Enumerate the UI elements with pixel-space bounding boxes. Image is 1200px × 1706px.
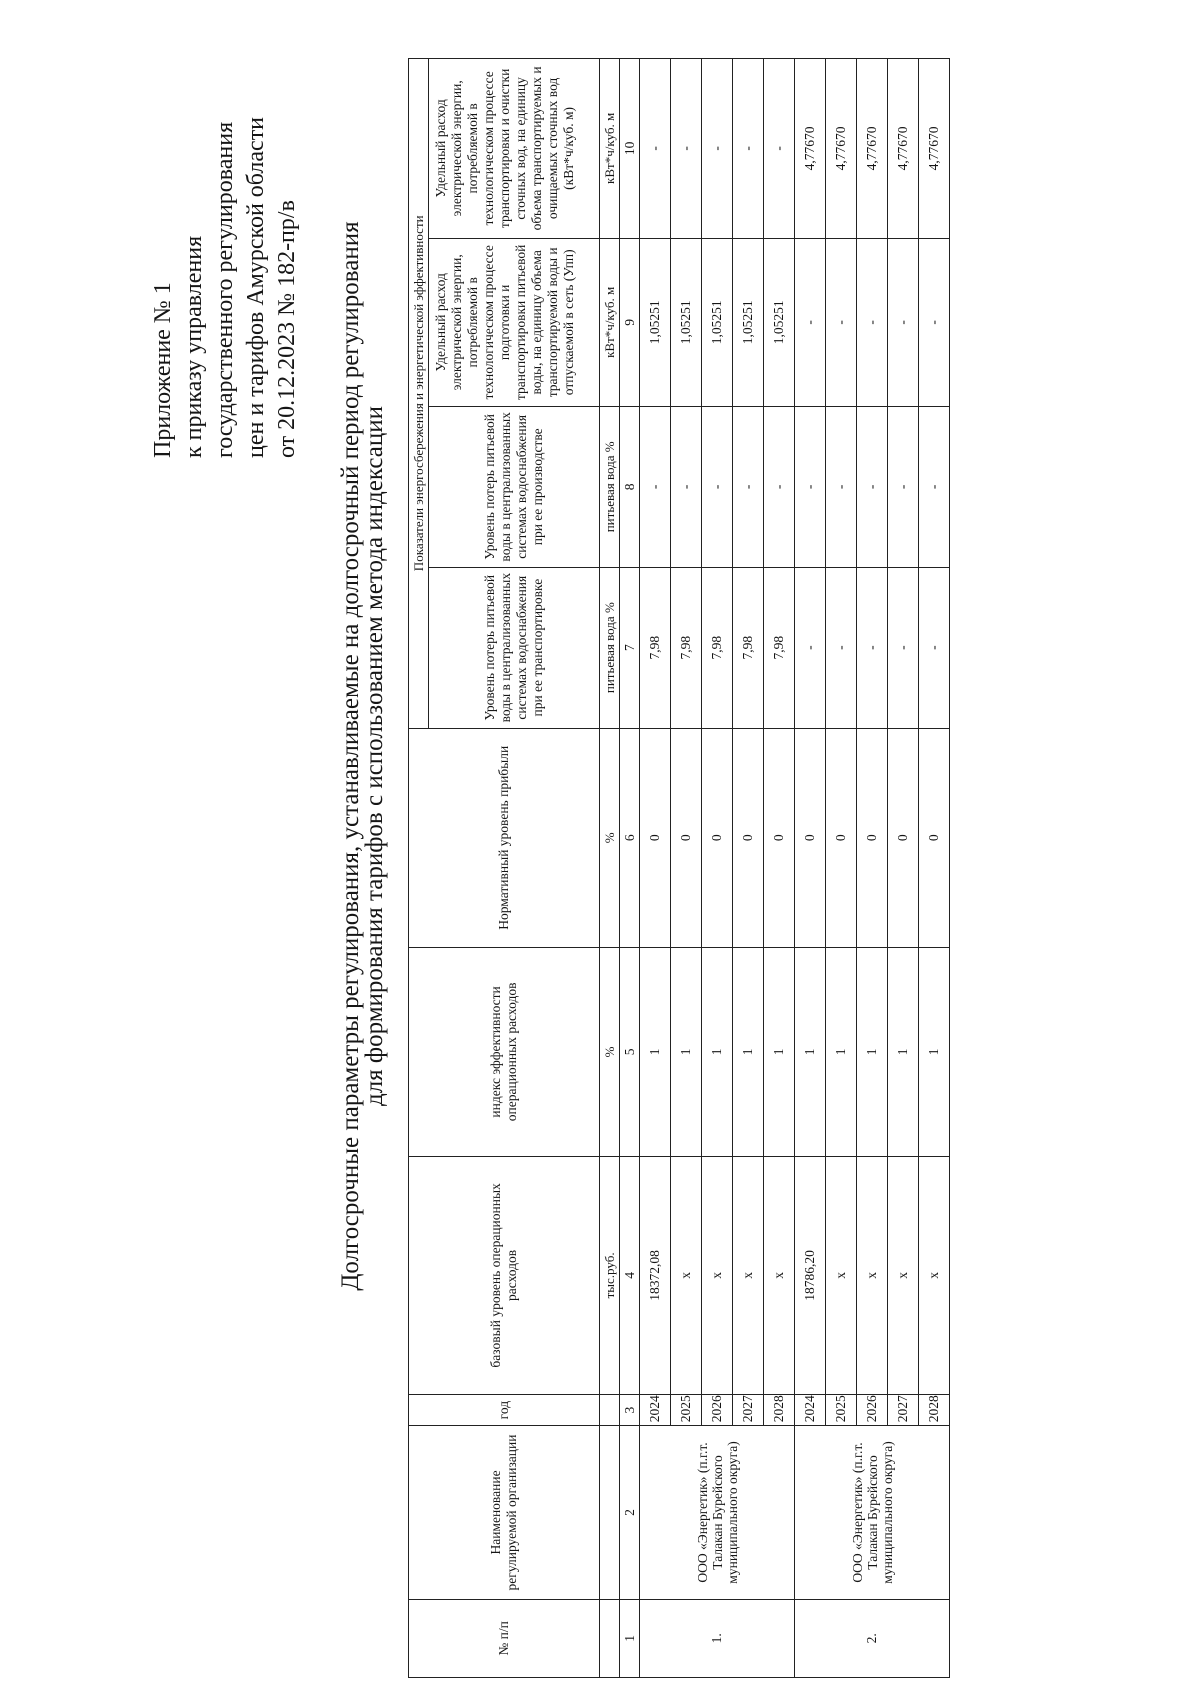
- cell-loss-production: -: [671, 406, 702, 567]
- cell-loss-production: -: [764, 406, 795, 567]
- cell-energy-water: 1,05251: [702, 238, 733, 406]
- unit-cell: [600, 1426, 620, 1599]
- cell-energy-sewage: -: [671, 59, 702, 239]
- cell-efficiency-index: 1: [919, 947, 950, 1156]
- unit-energy-sewage: кВт*ч/куб. м: [600, 59, 620, 239]
- cell-energy-sewage: 4,77670: [888, 59, 919, 239]
- cell-base-opex: х: [671, 1156, 702, 1394]
- column-number: 2: [620, 1426, 640, 1599]
- cell-efficiency-index: 1: [640, 947, 671, 1156]
- cell-profit: 0: [733, 728, 764, 947]
- cell-profit: 0: [764, 728, 795, 947]
- column-number: 3: [620, 1394, 640, 1425]
- cell-profit: 0: [640, 728, 671, 947]
- cell-energy-sewage: -: [702, 59, 733, 239]
- cell-loss-production: -: [888, 406, 919, 567]
- cell-loss-transport: -: [795, 567, 826, 728]
- units-row: [600, 59, 620, 1678]
- header-base-opex: базовый уровень операционных расходов: [409, 1156, 600, 1394]
- cell-profit: 0: [702, 728, 733, 947]
- cell-base-opex: 18786,20: [795, 1156, 826, 1394]
- column-number: 7: [620, 567, 640, 728]
- appendix-line: государственного регулирования: [212, 121, 238, 458]
- cell-year: 2025: [671, 1394, 702, 1425]
- header-energy-group: Показатели энергосбережения и энергетической эффективности: [409, 59, 429, 729]
- cell-year: 2024: [640, 1394, 671, 1425]
- cell-efficiency-index: 1: [764, 947, 795, 1156]
- cell-loss-production: -: [733, 406, 764, 567]
- header-energy-water: Удельный расход электрической энергии, потребляемой в технологическом процессе подготовки и транспортировки питьевой воды, на единицу объема транспортируемой воды и отпускаемой в сеть (Упп): [429, 238, 600, 406]
- column-number: 6: [620, 728, 640, 947]
- cell-base-opex: х: [764, 1156, 795, 1394]
- header-energy-sewage: Удельный расход электрической энергии, потребляемой в технологическом процессе транспортировки и очистки сточных вод, на единицу объема транспортируемых и очищаемых сточных вод (кВт*ч/куб. м): [429, 59, 600, 239]
- cell-efficiency-index: 1: [888, 947, 919, 1156]
- cell-loss-transport: -: [919, 567, 950, 728]
- cell-loss-production: -: [826, 406, 857, 567]
- header-efficiency-index: индекс эффективности операционных расходов: [409, 947, 600, 1156]
- cell-base-opex: х: [919, 1156, 950, 1394]
- cell-year: 2028: [919, 1394, 950, 1425]
- cell-energy-sewage: -: [640, 59, 671, 239]
- cell-year: 2024: [795, 1394, 826, 1425]
- cell-year: 2027: [733, 1394, 764, 1425]
- header-row-top: [409, 59, 429, 1678]
- header-profit: Нормативный уровень прибыли: [409, 728, 600, 947]
- cell-year: 2026: [857, 1394, 888, 1425]
- cell-energy-water: -: [795, 238, 826, 406]
- appendix-line: цен и тарифов Амурской области: [243, 116, 269, 458]
- cell-efficiency-index: 1: [857, 947, 888, 1156]
- unit-base: тыс.руб.: [600, 1156, 620, 1394]
- cell-loss-transport: -: [826, 567, 857, 728]
- unit-cell: [600, 1599, 620, 1677]
- column-number: 5: [620, 947, 640, 1156]
- cell-base-opex: х: [733, 1156, 764, 1394]
- cell-loss-transport: 7,98: [671, 567, 702, 728]
- document-subtitle: для формирования тарифов с использованием метода индексации: [361, 405, 388, 1107]
- cell-loss-transport: 7,98: [764, 567, 795, 728]
- cell-energy-sewage: 4,77670: [826, 59, 857, 239]
- cell-year: 2028: [764, 1394, 795, 1425]
- cell-energy-water: -: [826, 238, 857, 406]
- column-number: 8: [620, 406, 640, 567]
- column-number: 4: [620, 1156, 640, 1394]
- column-number: 1: [620, 1599, 640, 1677]
- organization-name: ООО «Энергетик» (п.г.т. Талакан Бурейского муниципального округа): [640, 1426, 795, 1599]
- column-number: 9: [620, 238, 640, 406]
- cell-profit: 0: [857, 728, 888, 947]
- cell-loss-transport: 7,98: [702, 567, 733, 728]
- cell-profit: 0: [795, 728, 826, 947]
- cell-loss-production: -: [919, 406, 950, 567]
- cell-energy-water: -: [919, 238, 950, 406]
- table-body: [409, 59, 950, 1678]
- cell-base-opex: х: [702, 1156, 733, 1394]
- cell-profit: 0: [671, 728, 702, 947]
- cell-energy-water: 1,05251: [764, 238, 795, 406]
- header-num: № п/п: [409, 1599, 600, 1677]
- cell-energy-sewage: 4,77670: [919, 59, 950, 239]
- unit-index: %: [600, 947, 620, 1156]
- cell-energy-sewage: -: [733, 59, 764, 239]
- appendix-header: [148, 117, 303, 458]
- cell-loss-production: -: [702, 406, 733, 567]
- header-loss-transport: Уровень потерь питьевой воды в централизованных системах водоснабжения при ее транспортировке: [429, 567, 600, 728]
- cell-energy-sewage: 4,77670: [795, 59, 826, 239]
- header-year: год: [409, 1394, 600, 1425]
- unit-profit: %: [600, 728, 620, 947]
- cell-energy-sewage: 4,77670: [857, 59, 888, 239]
- cell-loss-transport: 7,98: [733, 567, 764, 728]
- header-org: Наименование регулируемой организации: [409, 1426, 600, 1599]
- cell-year: 2025: [826, 1394, 857, 1425]
- cell-energy-water: 1,05251: [733, 238, 764, 406]
- cell-energy-water: 1,05251: [640, 238, 671, 406]
- document-title: Долгосрочные параметры регулирования, устанавливаемые на долгосрочный период регулирования: [337, 221, 364, 1291]
- cell-loss-production: -: [640, 406, 671, 567]
- cell-efficiency-index: 1: [795, 947, 826, 1156]
- cell-efficiency-index: 1: [826, 947, 857, 1156]
- table-row: [640, 59, 671, 1678]
- cell-energy-water: -: [857, 238, 888, 406]
- cell-loss-production: -: [857, 406, 888, 567]
- header-loss-production: Уровень потерь питьевой воды в централизованных системах водоснабжения при ее производстве: [429, 406, 600, 567]
- cell-loss-transport: -: [888, 567, 919, 728]
- column-number: 10: [620, 59, 640, 239]
- unit-energy-water: кВт*ч/куб. м: [600, 238, 620, 406]
- unit-cell: [600, 1394, 620, 1425]
- cell-energy-sewage: -: [764, 59, 795, 239]
- cell-loss-transport: -: [857, 567, 888, 728]
- cell-year: 2026: [702, 1394, 733, 1425]
- row-number: 2.: [795, 1599, 950, 1677]
- appendix-line: Приложение № 1: [150, 282, 176, 458]
- unit-loss-production: питьевая вода %: [600, 406, 620, 567]
- cell-efficiency-index: 1: [733, 947, 764, 1156]
- appendix-line: к приказу управления: [181, 235, 207, 458]
- cell-base-opex: 18372,08: [640, 1156, 671, 1394]
- cell-energy-water: 1,05251: [671, 238, 702, 406]
- parameters-table: [408, 58, 950, 1678]
- cell-profit: 0: [888, 728, 919, 947]
- cell-energy-water: -: [888, 238, 919, 406]
- cell-loss-production: -: [795, 406, 826, 567]
- appendix-line: от 20.12.2023 № 182-пр/в: [274, 200, 300, 458]
- cell-base-opex: х: [857, 1156, 888, 1394]
- row-number: 1.: [640, 1599, 795, 1677]
- cell-base-opex: х: [888, 1156, 919, 1394]
- unit-loss-transport: питьевая вода %: [600, 567, 620, 728]
- cell-efficiency-index: 1: [702, 947, 733, 1156]
- cell-efficiency-index: 1: [671, 947, 702, 1156]
- organization-name: ООО «Энергетик» (п.г.т. Талакан Бурейского муниципального округа): [795, 1426, 950, 1599]
- table-row: [795, 59, 826, 1678]
- column-numbers-row: [620, 59, 640, 1678]
- cell-loss-transport: 7,98: [640, 567, 671, 728]
- cell-base-opex: х: [826, 1156, 857, 1394]
- cell-year: 2027: [888, 1394, 919, 1425]
- cell-profit: 0: [826, 728, 857, 947]
- cell-profit: 0: [919, 728, 950, 947]
